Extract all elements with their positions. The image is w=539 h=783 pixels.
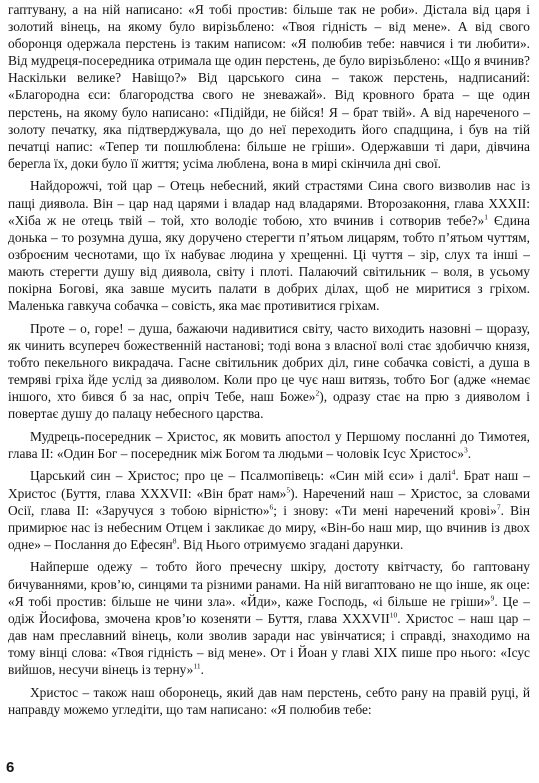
text-run: ). Наречений наш – Христос, за словами Осії, глава II: «Заручуся з тобою вірністю» [8, 485, 530, 518]
text-run: Найдорожчі, той цар – Отець небесний, який страстями Сина свого визволив нас із пащі диявола. Він – цар над царями і владар над владарями. Второзаконня, глава XXXII: «Хіба ж не отець твій – той, хто володіє тобою, хто вчинив і сотворив тебе?» [8, 178, 530, 228]
text-run: . Він примирює нас із небесним Отцем і закликає до миру, «Він-бо наш мир, що вчинив із двох одне» – Послання до Ефесян [8, 502, 530, 552]
footnote-marker: 2 [315, 388, 320, 398]
page-text [8, 1, 530, 723]
page-number: 6 [6, 759, 15, 776]
footnote-marker: 11 [193, 661, 201, 671]
text-run: Найперше одежу – тобто його пречесну шкіру, достоту квітчасту, бо гаптовану бичуваннями, кров’ю, синцями та різними ранами. На ній вигаптовано не що інше, як оце: «Я тобі простив: більше не чини зла». «Йди», каже Господь, «і більше не гріши» [8, 559, 530, 609]
text-run: . Брат наш – Христос (Буття, глава XXXVII: «Він брат нам» [8, 468, 530, 501]
footnote-marker: 10 [389, 610, 398, 620]
footnote-marker: 3 [463, 445, 468, 455]
footnote-marker: 6 [269, 502, 274, 512]
footnote-marker: 7 [496, 502, 501, 512]
paragraph [8, 684, 530, 718]
text-run: Мудрець-посередник – Христос, як мовить апостол у Першому посланні до Тимотея, глава II: «Один Бог – посередник між Богом та людьми – чоловік Ісус Христос» [8, 428, 530, 461]
text-run: . [200, 661, 204, 677]
text-run: ; і знову: «Ти мені наречений крові» [273, 502, 497, 518]
text-run: ), одразу стає на прю з дияволом і повертає душу до палацу небесного царства. [8, 389, 531, 422]
footnote-marker: 5 [286, 485, 291, 495]
paragraph [8, 177, 530, 314]
footnote-marker: 9 [490, 593, 495, 603]
paragraph [8, 428, 530, 462]
text-run: Проте – о, горе! – душа, бажаючи надивитися світу, часто виходить назовні – щоразу, як чинить всупереч божественній настанові; тоді вона з власної волі стає здобиччю князя, тобто пекельного викрадача. Гасне світильник добрих діл, гине собачка совісті, а душа в темряві гріха йде услід за дияволом. Коли про це чує наш витязь, тобто Бог (адже «немає іншого, хто бився б за нас, опріч Тебе, наш Боже» [8, 320, 530, 405]
text-run: . Це – одіж Йосифова, змочена кров’ю козеняти – Буття, глава XXXVII [8, 593, 530, 626]
paragraph [8, 1, 530, 172]
paragraph [8, 467, 530, 552]
text-run: Христос – також наш оборонець, який дав нам перстень, себто рану на правій руці, й направду можемо угледіти, що там написано: «Я полюбив тебе: [8, 684, 530, 717]
text-run: Царський син – Христос; про це – Псалмопівець: «Син мій єси» і далі [30, 468, 452, 484]
text-run: . Христос – наш цар – дав нам преславний вінець, коли зволив заради нас увінчатися; і справді, знаходимо на тому вінці слова: «Твоя гідність – від мене». От і Йоан у главі XIX пише про нього: «Ісус вийшов, несучи вінець із терну» [8, 610, 531, 677]
paragraph [8, 558, 530, 678]
text-run: . Від Нього отримуємо згадані дарунки. [176, 536, 404, 552]
footnote-marker: 8 [172, 536, 177, 546]
text-run: . [467, 445, 472, 461]
text-run: гаптувану, а на ній написано: «Я тобі простив: більше так не роби». Дістала від царя і золотий вінець, на якому було вирізьблено: «Твоя гідність – від мене». А від свого оборонця одержала перстень із таким написом: «Я полюбив тебе: навчися і ти любити». Від мудреця-посередника отримала ще один перстень, де було вирізьблено: «Що я вчинив? Наскільки велике? Навіщо?» Від царського сина – також перстень, надписаний: «Благородна єси: благородства свого не зневажай». Від кровного брата – ще один перстень, на якому було написано: «Підійди, не бійся! Я – брат твій». А від нареченого – золоту печатку, яка підтверджувала, що до неї переходить його спадщина, і був на тій печатці напис: «Тепер ти пошлюблена: більше не гріши». Одержавши ті дари, дівчина берегла їх, доки було її життя; усіма люблена, вона в мирі скінчила дні свої. [8, 2, 530, 171]
footnote-marker: 4 [451, 467, 456, 477]
paragraph [8, 320, 530, 423]
footnote-marker: 1 [484, 212, 488, 222]
text-run: Єдина донька – то розумна душа, яку доручено стерегти п’ятьом лицарям, тобто п’ятьом чуттям, озброєним чеснотами, що їх набуває людина у хрещенні. Ці чуття – зір, слух та інші – мають стерегти душу від диявола, світу і плоті. Палаючий світильник – воля, в усьому покірна Богові, яка завше мусить палати в добрих ділах, щоб не миритися з гріхом. Маленька гавкуча собачка – совість, яка має противитися гріхам. [8, 212, 530, 314]
